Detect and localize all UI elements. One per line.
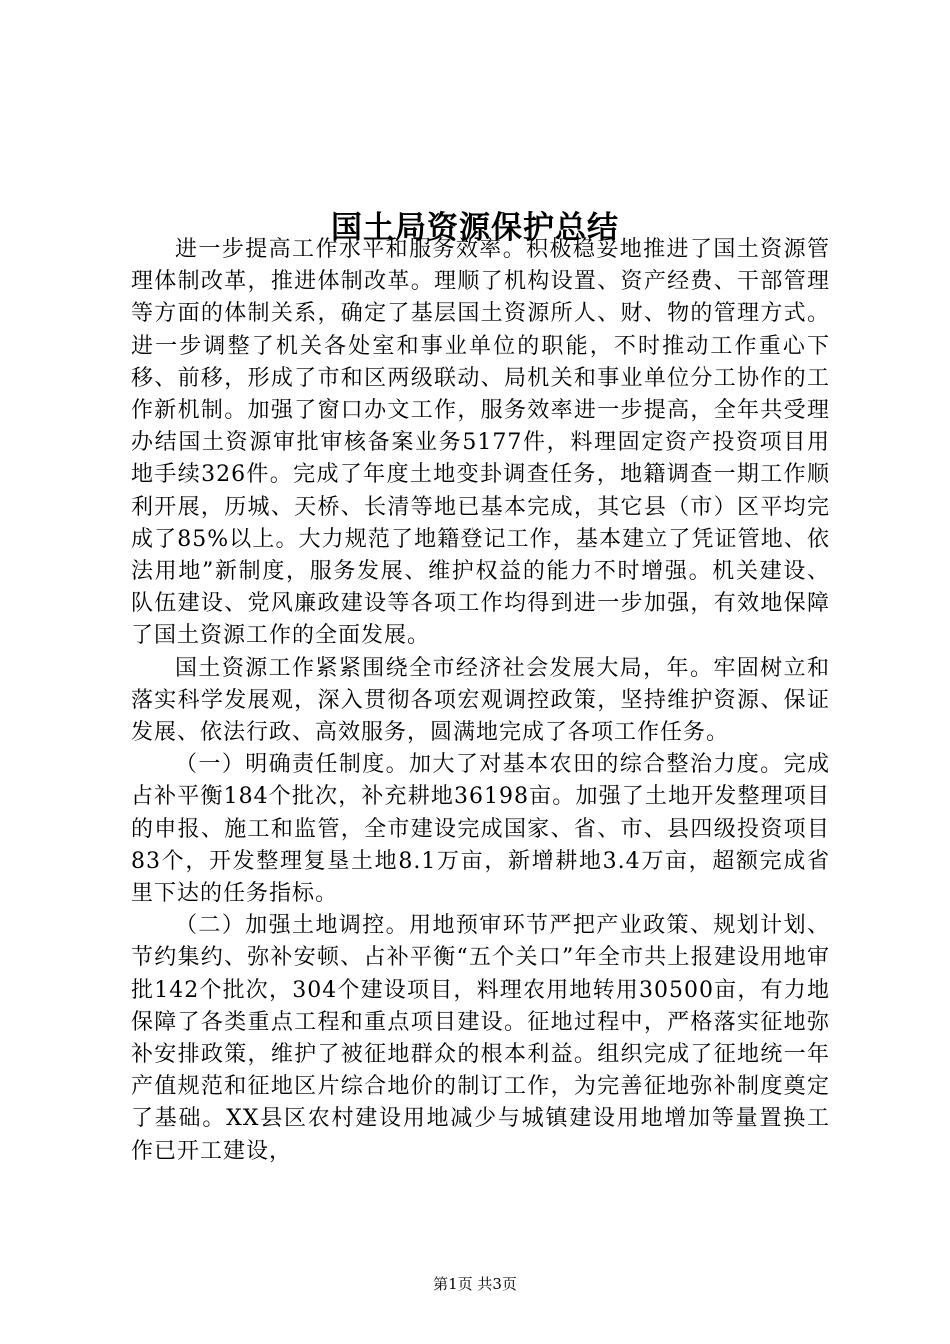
paragraph-1: 进一步提高工作水平和服务效率。积极稳妥地推进了国土资源管理体制改革，推进体制改革。理顺了机构设置、资产经费、干部管理等方面的体制关系，确定了基层国土资源所人、财、物的管理方式。进一步调整了机关各处室和事业单位的职能，不时推动工作重心下移、前移，形成了市和区两级联动、局机关和事业单位分工协作的工作新机制。加强了窗口办文工作，服务效率进一步提高，全年共受理办结国土资源审批审核备案业务5177件，料理固定资产投资项目用地手续326件。完成了年度土地变卦调查任务，地籍调查一期工作顺利开展，历城、天桥、长清等地已基本完成，其它县（市）区平均完成了85%以上。大力规范了地籍登记工作，基本建立了凭证管地、依法用地”新制度，服务发展、维护权益的能力不时增强。机关建设、队伍建设、党风廉政建设等各项工作均得到进一步加强，有效地保障了国土资源工作的全面发展。: [131, 237, 830, 649]
paragraph-3: （一）明确责任制度。加大了对基本农田的综合整治力度。完成占补平衡184个批次，补充耕地36198亩。加强了土地开发整理项目的申报、施工和监管，全市建设完成国家、省、市、县四级投资项目83个，开发整理复垦土地8.1万亩，新增耕地3.4万亩，超额完成省里下达的任务指标。: [131, 752, 830, 907]
document-body: [131, 234, 830, 1168]
paragraph-2: 国土资源工作紧紧围绕全市经济社会发展大局，年。牢固树立和落实科学发展观，深入贯彻各项宏观调控政策，坚持维护资源、保证发展、依法行政、高效服务，圆满地完成了各项工作任务。: [131, 655, 830, 746]
page-footer: 第1页 共3页: [433, 1275, 517, 1293]
document-title: 国土局资源保护总结: [331, 209, 619, 246]
paragraph-4: （二）加强土地调控。用地预审环节严把产业政策、规划计划、节约集约、弥补安顿、占补平衡“五个关口”年全市共上报建设用地审批142个批次，304个建设项目，料理农用地转用30500亩，有力地保障了各类重点工程和重点项目建设。征地过程中，严格落实征地弥补安排政策，维护了被征地群众的根本利益。组织完成了征地统一年产值规范和征地区片综合地价的制订工作，为完善征地弥补制度奠定了基础。XX县区农村建设用地减少与城镇建设用地增加等量置换工作已开工建设，: [131, 913, 830, 1164]
